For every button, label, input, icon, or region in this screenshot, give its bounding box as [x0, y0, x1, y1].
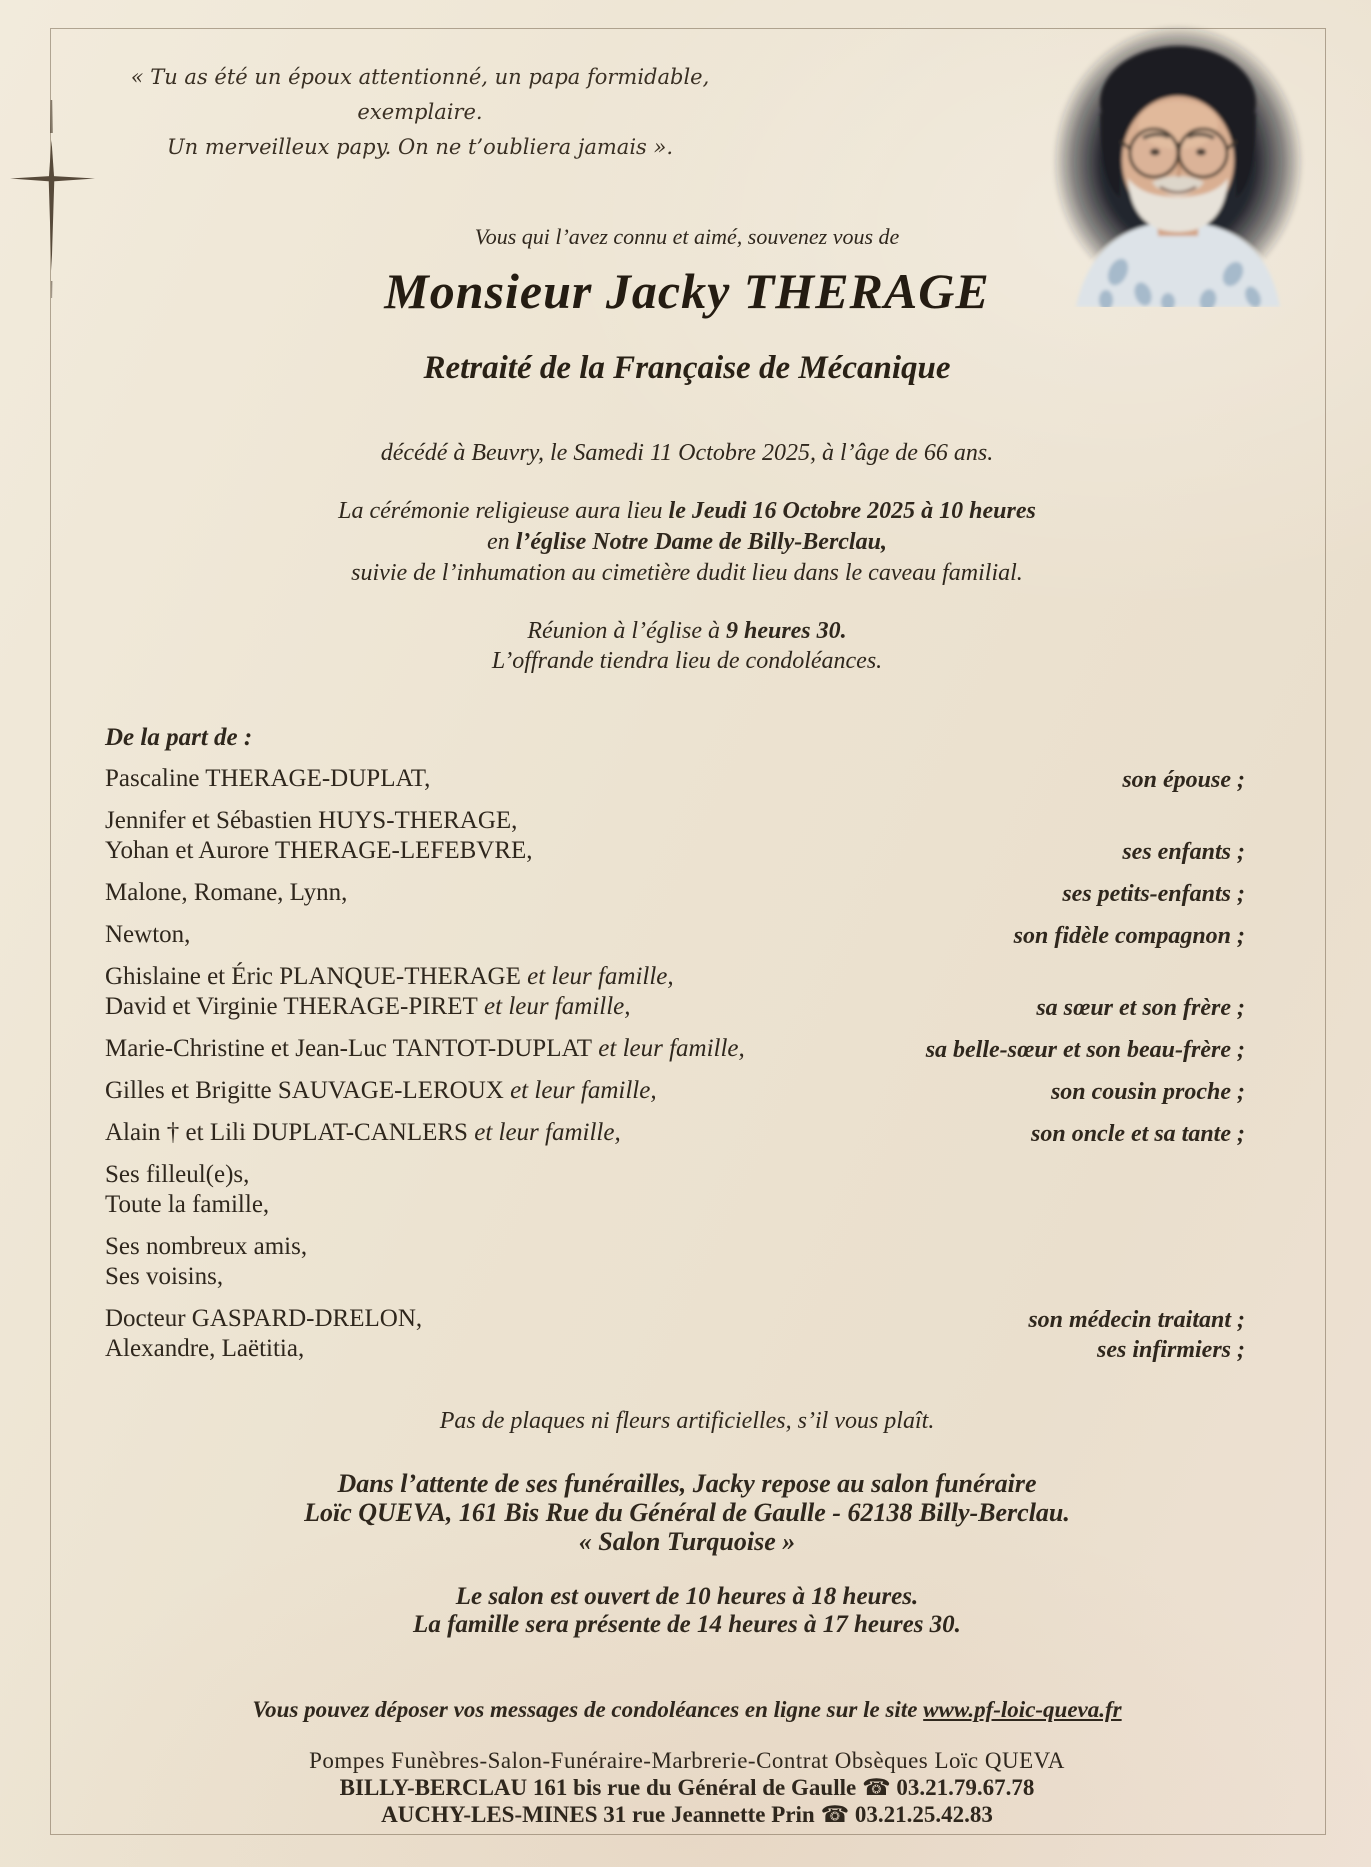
memorial-quote	[90, 60, 750, 165]
family-relation: ses enfants ;	[1122, 839, 1245, 865]
family-relation: sa belle-sœur et son beau-frère ;	[925, 1037, 1245, 1063]
family-member-name: Yohan et Aurore THERAGE-LEFEBVRE,	[105, 837, 533, 864]
family-line	[105, 1118, 1245, 1148]
family-line	[105, 920, 1245, 950]
family-suffix: et leur famille,	[592, 1035, 745, 1062]
family-member-name: Pascaline THERAGE-DUPLAT,	[105, 765, 431, 792]
family-heading: De la part de :	[105, 724, 253, 751]
family-member-name: Toute la famille,	[105, 1191, 270, 1218]
repose-line-1: Dans l’attente de ses funérailles, Jacky repose au salon funéraire	[337, 1469, 1037, 1498]
family-group	[105, 1118, 1245, 1148]
family-line	[105, 1334, 1245, 1364]
family-group	[105, 1304, 1245, 1364]
condolences-text: Vous pouvez déposer vos messages de condoléances en ligne sur le site	[252, 1697, 924, 1722]
family-member-name: Malone, Romane, Lynn,	[105, 879, 348, 906]
agency-city: BILLY-BERCLAU	[339, 1775, 528, 1800]
family-line	[105, 878, 1245, 908]
agency-phone: 03.21.79.67.78	[896, 1775, 1035, 1800]
ceremony-church: l’église Notre Dame de Billy-Berclau,	[515, 529, 887, 555]
family-line	[105, 1304, 1245, 1334]
family-member-name: Alain † et Lili DUPLAT-CANLERS	[105, 1119, 468, 1146]
family-line	[105, 1232, 1245, 1262]
agency-city: AUCHY-LES-MINES	[381, 1802, 598, 1827]
agency-phone: 03.21.25.42.83	[854, 1802, 993, 1827]
online-condolences	[52, 1697, 1322, 1723]
ceremony-text: La cérémonie religieuse aura lieu	[338, 498, 669, 524]
agency-address: 31 rue Jeannette Prin	[603, 1802, 815, 1827]
hours-line-1: Le salon est ouvert de 10 heures à 18 heures.	[455, 1583, 919, 1610]
family-member-name: Gilles et Brigitte SAUVAGE-LEROUX	[105, 1077, 504, 1104]
family-group	[105, 1034, 1245, 1064]
family-relation: ses petits-enfants ;	[1062, 881, 1245, 907]
family-member-name: Alexandre, Laëtitia,	[105, 1335, 305, 1362]
family-line	[105, 1076, 1245, 1106]
salon-hours	[52, 1583, 1322, 1639]
ceremony-line-1	[52, 496, 1322, 527]
meeting-time: 9 heures 30.	[725, 618, 847, 644]
family-group	[105, 920, 1245, 950]
family-suffix: et leur famille,	[520, 963, 674, 990]
family-group	[105, 1232, 1245, 1292]
family-line	[105, 962, 1245, 992]
family-suffix: et leur famille,	[503, 1077, 657, 1104]
deceased-profession: Retraité de la Française de Mécanique	[423, 350, 951, 386]
phone-icon: ☎	[820, 1802, 850, 1828]
family-relation: son cousin proche ;	[1050, 1079, 1245, 1105]
agency-auchy-les-mines	[52, 1802, 1322, 1828]
family-line	[105, 992, 1245, 1022]
family-line	[105, 1262, 1245, 1292]
family-relation: son médecin traitant ;	[1028, 1307, 1245, 1333]
family-line	[105, 1190, 1245, 1220]
no-flowers-notice: Pas de plaques ni fleurs artificielles, s’il vous plaît.	[439, 1408, 935, 1434]
family-member-name: Ses voisins,	[105, 1263, 224, 1290]
family-relation: sa sœur et son frère ;	[1036, 995, 1245, 1021]
agency-address: 161 bis rue du Général de Gaulle	[532, 1775, 857, 1800]
family-line	[105, 1034, 1245, 1064]
family-line	[105, 764, 1245, 794]
meeting-line	[52, 616, 1322, 646]
repose-line-3: « Salon Turquoise »	[578, 1527, 796, 1556]
ceremony-details	[52, 496, 1322, 589]
funeral-services-line: Pompes Funèbres-Salon-Funéraire-Marbrerie-Contrat Obsèques Loïc QUEVA	[309, 1748, 1065, 1773]
funeral-home-notice	[52, 1469, 1322, 1556]
deceased-name: Monsieur Jacky THERAGE	[384, 263, 990, 319]
website-link: www.pf-loic-queva.fr	[923, 1697, 1122, 1722]
ceremony-date: le Jeudi 16 Octobre 2025 à 10 heures	[668, 498, 1036, 524]
family-member-name: Docteur GASPARD-DRELON,	[105, 1305, 423, 1332]
ceremony-text: en	[487, 529, 516, 555]
family-member-name: David et Virginie THERAGE-PIRET	[105, 993, 478, 1020]
repose-line-2: Loïc QUEVA, 161 Bis Rue du Général de Gaulle - 62138 Billy-Berclau.	[304, 1498, 1070, 1527]
offering-line: L’offrande tiendra lieu de condoléances.	[491, 648, 883, 674]
family-suffix: et leur famille,	[477, 993, 631, 1020]
family-member-name: Marie-Christine et Jean-Luc TANTOT-DUPLAT	[105, 1035, 593, 1062]
quote-line-2: Un merveilleux papy. On ne t’oubliera jamais ».	[166, 135, 674, 159]
quote-line-1: « Tu as été un époux attentionné, un papa formidable, exemplaire.	[130, 65, 710, 124]
family-member-name: Jennifer et Sébastien HUYS-THERAGE,	[105, 807, 518, 834]
family-relation: son oncle et sa tante ;	[1031, 1121, 1245, 1147]
intro-line: Vous qui l’avez connu et aimé, souvenez vous de	[474, 224, 900, 249]
ceremony-line-3: suivie de l’inhumation au cimetière dudit lieu dans le caveau familial.	[351, 560, 1023, 586]
family-relation: son épouse ;	[1122, 767, 1245, 793]
family-line	[105, 836, 1245, 866]
family-group	[105, 806, 1245, 866]
family-line	[105, 806, 1245, 836]
family-suffix: et leur famille,	[467, 1119, 621, 1146]
family-group	[105, 764, 1245, 794]
family-group	[105, 962, 1245, 1022]
family-member-name: Newton,	[105, 921, 191, 948]
family-member-name: Ses nombreux amis,	[105, 1233, 308, 1260]
family-member-name: Ses filleul(e)s,	[105, 1161, 250, 1188]
meeting-text: Réunion à l’église à	[527, 618, 726, 644]
ceremony-line-2	[52, 527, 1322, 558]
family-relation: ses infirmiers ;	[1096, 1337, 1245, 1363]
hours-line-2: La famille sera présente de 14 heures à 17 heures 30.	[413, 1611, 961, 1638]
family-relation: son fidèle compagnon ;	[1013, 923, 1245, 949]
meeting-details	[52, 616, 1322, 676]
family-group	[105, 1160, 1245, 1220]
family-member-name: Ghislaine et Éric PLANQUE-THERAGE	[105, 963, 521, 990]
phone-icon: ☎	[861, 1775, 891, 1801]
family-group	[105, 1076, 1245, 1106]
family-group	[105, 878, 1245, 908]
agency-billy-berclau	[52, 1775, 1322, 1801]
family-line	[105, 1160, 1245, 1190]
death-notice: décédé à Beuvry, le Samedi 11 Octobre 2025, à l’âge de 66 ans.	[380, 440, 994, 466]
family-list	[105, 764, 1245, 1376]
